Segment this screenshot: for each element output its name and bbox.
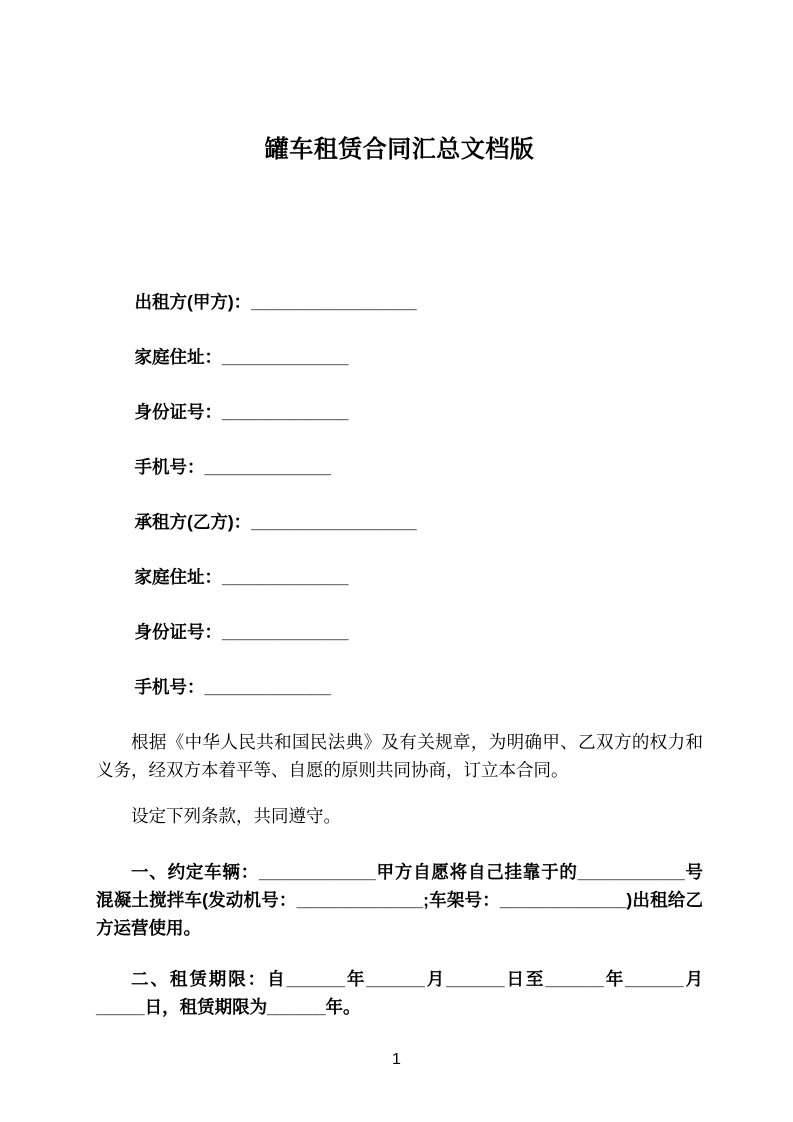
field-blank-underline: _____________ bbox=[222, 622, 349, 642]
field-lessee bbox=[96, 508, 703, 536]
field-label: 手机号： bbox=[134, 457, 205, 477]
field-lessee-phone bbox=[96, 673, 703, 701]
document-title: 罐车租赁合同汇总文档版 bbox=[264, 136, 535, 163]
field-blank-underline: _________________ bbox=[251, 292, 417, 312]
field-label: 身份证号： bbox=[134, 622, 222, 642]
field-blank-underline: _____________ bbox=[222, 347, 349, 367]
field-label: 家庭住址： bbox=[134, 347, 222, 367]
field-blank-underline: _____________ bbox=[222, 402, 349, 422]
field-lessor-phone bbox=[96, 453, 703, 481]
field-blank-underline: _________________ bbox=[251, 512, 417, 532]
field-label: 承租方(乙方)： bbox=[134, 512, 252, 532]
field-blank-underline: _____________ bbox=[204, 677, 332, 697]
field-blank-underline: _____________ bbox=[222, 567, 349, 587]
field-label: 身份证号： bbox=[134, 402, 222, 422]
field-blank-underline: _____________ bbox=[204, 457, 332, 477]
document-content bbox=[0, 136, 793, 1021]
field-lessor-id-number bbox=[96, 398, 703, 426]
field-label: 家庭住址： bbox=[134, 567, 222, 587]
paragraph-terms-intro: 设定下列条款，共同遵守。 bbox=[131, 806, 341, 826]
page-number: 1 bbox=[392, 1051, 401, 1068]
paragraph-legal-basis: 根据《中华人民共和国民法典》及有关规章，为明确甲、乙双方的权力和义务，经双方本着平等、自愿的原则共同协商，订立本合同。 bbox=[96, 732, 703, 780]
field-lessee-id-number bbox=[96, 618, 703, 646]
field-label: 手机号： bbox=[134, 677, 205, 697]
field-lessee-address bbox=[96, 563, 703, 591]
clause-1-vehicle: 一、约定车辆：____________甲方自愿将自己挂靠于的___________号混凝土搅拌车(发动机号：_____________;车架号：_____________)出租给乙方运营使用。 bbox=[96, 862, 703, 938]
field-lessor-address bbox=[96, 343, 703, 371]
field-lessor bbox=[96, 288, 703, 316]
clause-2-lease-term: 二、租赁期限：自______年______月______日至______年______月_____日，租赁期限为______年。 bbox=[96, 969, 703, 1017]
field-label: 出租方(甲方)： bbox=[134, 292, 252, 312]
party-info-fields bbox=[96, 288, 703, 701]
